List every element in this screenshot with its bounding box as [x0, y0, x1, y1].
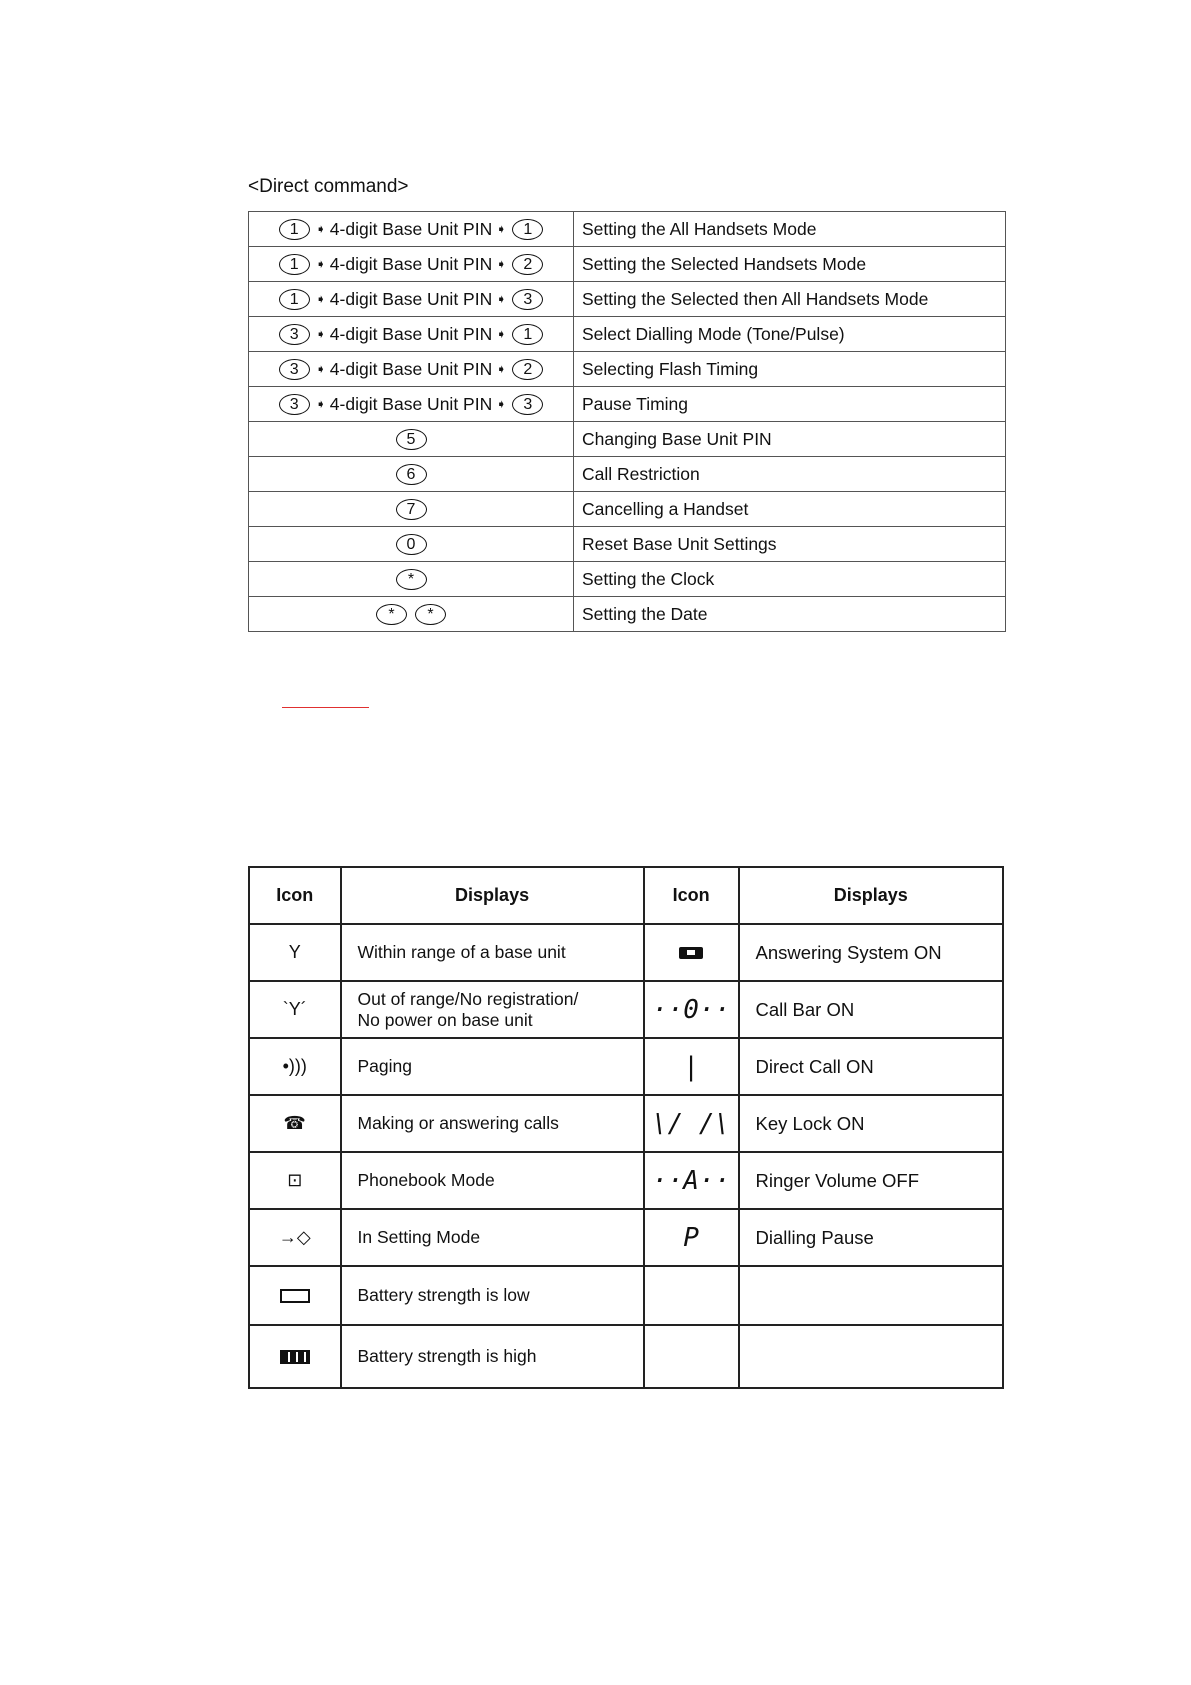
key-button-icon: 6	[396, 464, 427, 485]
paging-icon: •)))	[282, 1056, 307, 1076]
setting-arrow-icon: →◇	[278, 1227, 311, 1247]
command-row	[249, 387, 1006, 422]
icon-cell	[249, 1266, 341, 1325]
pin-text: 4-digit Base Unit PIN	[329, 393, 493, 414]
icon-cell	[249, 1325, 341, 1388]
display-text: In Setting Mode	[357, 1227, 481, 1247]
display-description	[341, 981, 644, 1038]
display-text: Call Bar ON	[755, 998, 855, 1020]
command-keys	[249, 492, 574, 527]
display-text: Phonebook Mode	[357, 1170, 495, 1190]
key-button-icon: 0	[396, 534, 427, 555]
command-description: Reset Base Unit Settings	[574, 527, 1006, 562]
command-row	[249, 422, 1006, 457]
display-text: Direct Call ON	[755, 1055, 874, 1077]
icon-cell	[249, 1209, 341, 1266]
key-button-icon: 3	[279, 324, 310, 345]
display-description	[341, 1095, 644, 1152]
display-text: Ringer Volume OFF	[755, 1169, 919, 1191]
display-text: Out of range/No registration/	[357, 988, 579, 1009]
command-description: Changing Base Unit PIN	[574, 422, 1006, 457]
icon-cell	[644, 1095, 739, 1152]
command-description: Selecting Flash Timing	[574, 352, 1006, 387]
command-description: Call Restriction	[574, 457, 1006, 492]
command-row	[249, 562, 1006, 597]
display-text: Dialling Pause	[755, 1226, 874, 1248]
arrow-icon: ➧	[315, 292, 326, 307]
command-description: Setting the All Handsets Mode	[574, 212, 1006, 247]
display-text: Battery strength is low	[357, 1285, 530, 1305]
phonebook-icon: ⊡	[287, 1170, 303, 1190]
key-button-icon: 2	[512, 254, 543, 275]
battery-high-icon	[280, 1350, 310, 1364]
handset-icon: ☎	[283, 1113, 306, 1133]
command-row	[249, 457, 1006, 492]
display-description	[739, 1038, 1003, 1095]
icon-row	[249, 1325, 1003, 1388]
header-row	[249, 867, 1003, 924]
icon-cell	[644, 1266, 739, 1325]
key-button-icon: 7	[396, 499, 427, 520]
key-button-icon: 5	[396, 429, 427, 450]
display-text: Key Lock ON	[755, 1112, 865, 1134]
display-icon-table	[248, 866, 1004, 1389]
display-description	[739, 1325, 1003, 1388]
ringer-off-icon: ··A··	[651, 1165, 731, 1196]
command-row	[249, 527, 1006, 562]
command-description: Cancelling a Handset	[574, 492, 1006, 527]
call-bar-icon: ··0··	[651, 994, 731, 1025]
key-button-icon: 1	[279, 219, 310, 240]
arrow-icon: ➧	[496, 222, 507, 237]
key-button-icon: *	[376, 604, 407, 625]
icon-cell	[644, 1209, 739, 1266]
direct-call-icon: |	[683, 1051, 699, 1082]
key-button-icon: 2	[512, 359, 543, 380]
display-description	[341, 1266, 644, 1325]
red-underline	[282, 707, 369, 708]
command-row	[249, 597, 1006, 632]
icon-cell	[644, 1325, 739, 1388]
display-description	[739, 1266, 1003, 1325]
pin-text: 4-digit Base Unit PIN	[329, 358, 493, 379]
command-row	[249, 352, 1006, 387]
command-row	[249, 212, 1006, 247]
icon-cell	[249, 981, 341, 1038]
command-row	[249, 492, 1006, 527]
display-text: Answering System ON	[755, 941, 942, 963]
command-keys	[249, 247, 574, 282]
key-button-icon: 1	[512, 219, 543, 240]
key-button-icon: *	[396, 569, 427, 590]
icon-cell	[644, 1038, 739, 1095]
key-button-icon: 1	[279, 254, 310, 275]
answering-system-icon	[679, 947, 703, 959]
display-description	[739, 981, 1003, 1038]
icon-row	[249, 981, 1003, 1038]
icon-cell	[644, 1152, 739, 1209]
display-description	[341, 1209, 644, 1266]
arrow-icon: ➧	[315, 327, 326, 342]
command-keys	[249, 282, 574, 317]
icon-cell	[644, 981, 739, 1038]
command-keys	[249, 422, 574, 457]
display-text: Battery strength is high	[357, 1346, 537, 1366]
key-button-icon: 3	[279, 359, 310, 380]
section-heading: <Direct command>	[248, 176, 409, 197]
key-button-icon: *	[415, 604, 446, 625]
arrow-icon: ➧	[496, 257, 507, 272]
header-displays-2: Displays	[739, 867, 1003, 924]
command-description: Pause Timing	[574, 387, 1006, 422]
icon-cell	[249, 1038, 341, 1095]
pin-text: 4-digit Base Unit PIN	[329, 253, 493, 274]
antenna-icon: Y	[288, 942, 301, 962]
command-keys	[249, 212, 574, 247]
icon-row	[249, 1038, 1003, 1095]
icon-row	[249, 1152, 1003, 1209]
display-text: Within range of a base unit	[357, 942, 566, 962]
key-button-icon: 3	[279, 394, 310, 415]
display-description	[739, 924, 1003, 981]
icon-row	[249, 1209, 1003, 1266]
command-description: Setting the Selected then All Handsets Mode	[574, 282, 1006, 317]
arrow-icon: ➧	[496, 292, 507, 307]
header-icon: Icon	[249, 867, 341, 924]
arrow-icon: ➧	[496, 397, 507, 412]
direct-command-table	[248, 211, 1006, 632]
command-keys	[249, 457, 574, 492]
icon-row	[249, 1095, 1003, 1152]
icon-cell	[249, 1095, 341, 1152]
command-keys	[249, 562, 574, 597]
key-button-icon: 3	[512, 394, 543, 415]
header-icon-2: Icon	[644, 867, 739, 924]
command-row	[249, 282, 1006, 317]
icon-cell	[249, 924, 341, 981]
pin-text: 4-digit Base Unit PIN	[329, 323, 493, 344]
key-lock-icon: \/ /\	[651, 1108, 731, 1139]
command-description: Select Dialling Mode (Tone/Pulse)	[574, 317, 1006, 352]
battery-low-icon	[280, 1289, 310, 1303]
command-row	[249, 317, 1006, 352]
display-description	[739, 1209, 1003, 1266]
display-text: Paging	[357, 1056, 412, 1076]
arrow-icon: ➧	[315, 257, 326, 272]
display-description	[341, 1152, 644, 1209]
display-description	[341, 1325, 644, 1388]
icon-row	[249, 924, 1003, 981]
dialling-pause-icon: P	[683, 1222, 699, 1253]
pin-text: 4-digit Base Unit PIN	[329, 288, 493, 309]
display-description	[341, 924, 644, 981]
command-keys	[249, 527, 574, 562]
display-text-line2: No power on base unit	[357, 1009, 533, 1030]
icon-row	[249, 1266, 1003, 1325]
command-keys	[249, 317, 574, 352]
command-description: Setting the Clock	[574, 562, 1006, 597]
arrow-icon: ➧	[496, 327, 507, 342]
header-displays: Displays	[341, 867, 644, 924]
command-keys	[249, 352, 574, 387]
pin-text: 4-digit Base Unit PIN	[329, 218, 493, 239]
command-row	[249, 247, 1006, 282]
key-button-icon: 3	[512, 289, 543, 310]
arrow-icon: ➧	[496, 362, 507, 377]
command-description: Setting the Date	[574, 597, 1006, 632]
arrow-icon: ➧	[315, 222, 326, 237]
command-keys	[249, 597, 574, 632]
display-text: Making or answering calls	[357, 1113, 559, 1133]
key-button-icon: 1	[512, 324, 543, 345]
command-description: Setting the Selected Handsets Mode	[574, 247, 1006, 282]
arrow-icon: ➧	[315, 397, 326, 412]
icon-cell	[249, 1152, 341, 1209]
display-description	[739, 1152, 1003, 1209]
antenna-flashing-icon: `Y´	[282, 999, 307, 1019]
command-keys	[249, 387, 574, 422]
display-description	[341, 1038, 644, 1095]
key-button-icon: 1	[279, 289, 310, 310]
display-description	[739, 1095, 1003, 1152]
icon-cell	[644, 924, 739, 981]
arrow-icon: ➧	[315, 362, 326, 377]
